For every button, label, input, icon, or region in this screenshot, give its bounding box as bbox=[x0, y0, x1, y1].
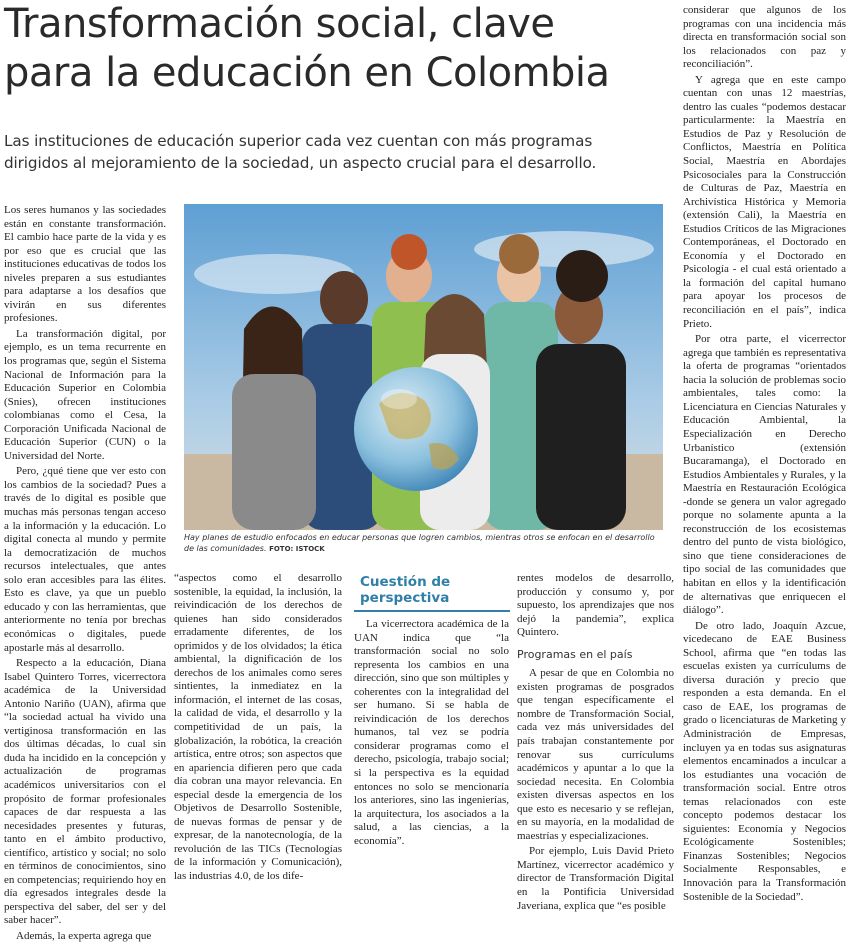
photo-caption bbox=[184, 533, 664, 554]
headline-line-2: para la educación en Colombia bbox=[4, 50, 610, 96]
col4-paragraph-1: rentes modelos de desarrollo, producción y consumo y, por supuesto, los aprendizajes que nos dejó la pandemia”, explica Quintero. bbox=[517, 572, 674, 639]
col1-paragraph-3: Pero, ¿qué tiene que ver esto con los cambios de la sociedad? Pues a través de lo digital es posible que muchas más personas tengan acceso a la información y la educación. Lo digital conecta al mundo y permite la democratización de muchos recursos intelectuales, que antes solo eran accesibles para las élites. Esto es clave, ya que un pueblo educado y con las herramientas, que anteriormente no tenía por brechas económicas o digitales, puede apostarle más al desarrollo. bbox=[4, 465, 166, 654]
sidebar-title: Cuestión de perspectiva bbox=[360, 574, 451, 606]
photo-caption-text: Hay planes de estudio enfocados en educar personas que logren cambios, mientras otros se enfocan en el desarrollo de las comunidades. bbox=[184, 533, 655, 553]
sidebar-paragraph-1: La vicerrectora académica de la UAN indica que “la transformación social no solo representa los cambios en una dirección, sino que son múltiples y coherentes con la integralidad del ser humano. Si se habla de reivindicación de los derechos humanos, tal vez se podría considerar programas como el derecho, psicología, trabajo social; si la perspectiva es la equidad entonces no solo se mencionaría los anteriores, sino las ingenierías, la arquitectura, los asociados a la salud, a las ciencias, a la economía”. bbox=[354, 618, 509, 847]
article-column-4 bbox=[517, 572, 674, 915]
col2-paragraph-1: “aspectos como el desarrollo sostenible, la equidad, la inclusión, la reivindicación de los derechos de quienes han sido considerados erradamente diferentes, de los oprimidos y de los olvidados; la ética ambiental, la dignificación de los derechos de los animales como seres sintientes, la inmediatez en la información, el internet de las cosas, la calidad de vida, el desarrollo y la competitividad de un país, la globalización, la robótica, la creación artística, entre otros; son aspectos que en apariencia difieren pero que cada día cobran una mayor relevancia. En especial desde la emergencia de los Objetivos de Desarrollo Sostenible, de nuevas formas de pensar y de expresar, de la nanotecnología, de la revolución de las TICs (Tecnologías de la información y Comunicación), las industrias 4.0, de los dife- bbox=[174, 572, 342, 883]
col4-paragraph-2: A pesar de que en Colombia no existen programas de posgrados que tengan específicamente el nombre de Transformación Social, cada vez más universidades del país trabajan constantemente por renovar sus currículums académicos y apuntar a lo que la sociedad necesita. En Colombia existen diversas aspectos en los que esto es necesario y se reflejan, en su mayoría, en la modalidad de maestrías y especializaciones. bbox=[517, 667, 674, 842]
col1-paragraph-5: Además, la experta agrega que bbox=[16, 929, 152, 942]
deck-line-1: Las instituciones de educación superior cada vez cuentan con más programas bbox=[4, 132, 593, 150]
col1-paragraph-4: Respecto a la educación, Diana Isabel Quintero Torres, vicerrectora académica de la Universidad Antonio Nariño (UAN), afirma que “la sociedad actual ha vivido una vertiginosa transformación en las dos últimas décadas, lo cual sin duda ha incidido en la concepción y actualización de programas académicos universitarios con el propósito de formar profesionales capaces de dar respuesta a las necesidades presentes y futuras, tanto en el ámbito productivo, científico, artístico y social; no solo en términos de conocimientos, sino en competencias; requiriendo hoy en día egresados integrales desde la perspectiva del saber, del ser y del saber hacer”. bbox=[4, 657, 166, 927]
col5-paragraph-2: Y agrega que en este campo cuentan con unas 12 maestrías, dentro las cuales “podemos destacar particularmente: la Maestría en Estudios de Paz y Resolución de Conflictos, Maestría en Política Social, Maestría en Abordajes Psicosociales para la Construcción de Culturas de Paz, Maestría en Archivística Histórica y Memoria (extensión Cali), la Maestría en Estudios Críticos de las Migraciones Contemporáneas, el Doctorado en Economía y el Doctorado en Psicología - el cual está orientado a la formación del capital humano para apoyar los procesos de reconciliación en el país”, indica Prieto. bbox=[683, 73, 846, 330]
headline bbox=[4, 0, 674, 98]
col5-paragraph-1: considerar que algunos de los programas con una incidencia más directa en transformación social son los relacionados con paz y reconciliación”. bbox=[683, 4, 846, 71]
article-column-5 bbox=[683, 4, 846, 906]
photo-credit: FOTO: ISTOCK bbox=[269, 544, 325, 553]
headline-line-1: Transformación social, clave bbox=[4, 1, 555, 47]
sidebar-column bbox=[354, 618, 509, 850]
students-globe-photo bbox=[184, 204, 663, 530]
section-subhead: Programas en el país bbox=[517, 647, 633, 661]
col1-paragraph-1: Los seres humanos y las sociedades están en constante transformación. El cambio hace parte de la vida y es por eso que es crucial que las instituciones educativas de todos los niveles preparen a sus estudiantes para adaptarse a los desafíos que vivirán en sus diferentes profesiones. bbox=[4, 204, 166, 325]
article-column-2 bbox=[174, 572, 342, 886]
col4-paragraph-3: Por ejemplo, Luis David Prieto Martínez, vicerrector académico y director de Transformación Digital en la Pontificia Universidad Javeriana, explica que “es posible bbox=[517, 845, 674, 912]
col1-paragraph-2: La transformación digital, por ejemplo, es un tema recurrente en los programas que, según el Sistema Nacional de Información para la Educación Superior en Colombia (Snies), ofrecen instituciones colombianas como el Cesa, la Corporación Unificada Nacional de Educación Superior (CUN) o la Universidad del Norte. bbox=[4, 327, 166, 462]
deck-line-2: dirigidos al mejoramiento de la sociedad, un aspecto crucial para el desarrollo. bbox=[4, 154, 597, 172]
col5-paragraph-4: De otro lado, Joaquín Azcue, vicedecano de EAE Business School, afirma que “en todas las escuelas existen ya currículums de diversa duración y precio que responden a esta demanda. En el caso de EAE, los programas de grado o licenciaturas de Marketing y Administración de Empresas, incluyen ya en todas sus asignaturas elementos encaminados a inculcar a los estudiantes una vocación de transformación social. Entre otros temas relacionados con este concepto podemos destacar los siguientes: Economía y Negocios Ecológicamente Sostenibles; Finanzas Sostenibles; Negocios Socialmente Responsables, e Innovación para la Transformación Sostenible de la Sociedad”. bbox=[683, 619, 846, 903]
article-column-1 bbox=[4, 204, 166, 946]
sidebar-rule bbox=[354, 610, 510, 612]
col5-paragraph-3: Por otra parte, el vicerrector agrega que también es representativa la oferta de programas “orientados hacia la solución de problemas socio ambientales, tales como: la Licenciatura en Ciencias Naturales y Educación Ambiental, la Especialización en Derecho Urbanístico (extensión Bucaramanga), el Doctorado en Estudios Ambientales y Rurales, y la Maestría en Restauración Ecológica -donde se genera un valor agregado porque no solamente apunta a la reconstrucción de los ecosistemas dentro del punto de vista biológico, sino que tiene consideraciones de tipo social de las comunidades que habitan en ellos y la identificación de alternativas que enriquecen el diálogo”. bbox=[683, 333, 846, 617]
deck-subtitle bbox=[4, 130, 676, 174]
